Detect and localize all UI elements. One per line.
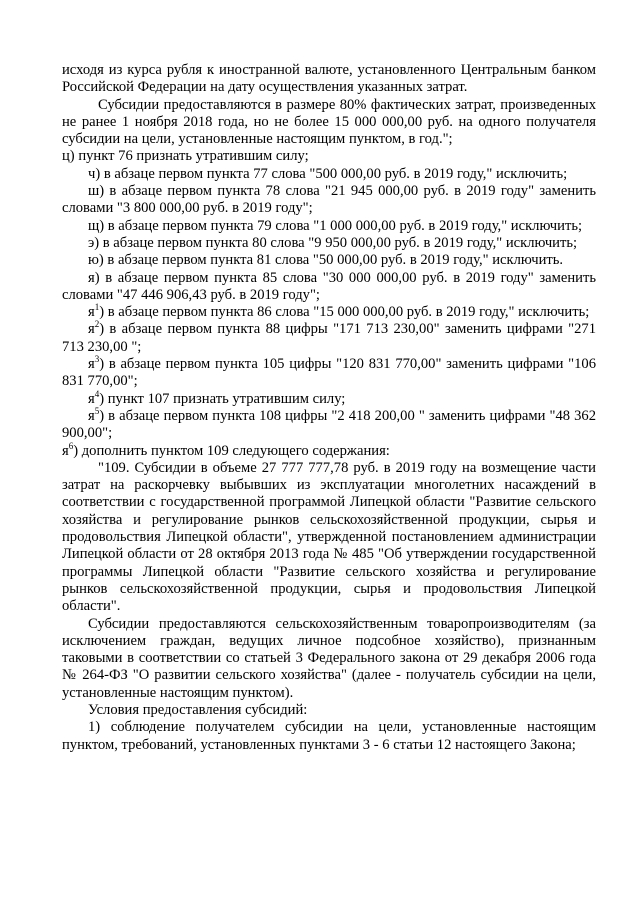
paragraph-recipients: Субсидии предоставляются сельскохозяйственным товаропроизводителям (за исключением граждан, ведущих личное подсобное хозяйство), признанным таковыми в соответствии со статьей 3 Федерального закона от 29 декабря 2006 года № 264-ФЗ "О развитии сельского хозяйства" (далее - получатель субсидии на цели, установленные настоящим пунктом). [62, 615, 596, 701]
item-yu: ю) в абзаце первом пункта 81 слова "50 000,00 руб. в 2019 году," исключить. [88, 252, 564, 269]
item-ch: ч) в абзаце первом пункта 77 слова "500 000,00 руб. в 2019 году," исключить; [88, 165, 568, 182]
item-ya: я) в абзаце первом пункта 85 слова "30 000 000,00 руб. в 2019 году" заменить словами "47 446 906,43 руб. в 2019 году"; [62, 269, 596, 303]
document-page [62, 62, 596, 754]
item-superscript: 6 [68, 440, 74, 451]
item-text: ) пункт 107 признать утратившим силу; [99, 390, 346, 407]
item-text: ) в абзаце первом пункта 88 цифры "171 713 230,00" заменить цифрами "271 713 230,00 "; [62, 321, 596, 355]
item-letter: я [88, 321, 95, 338]
item-letter: я [88, 407, 95, 424]
item-text: ) дополнить пунктом 109 следующего содержания: [73, 442, 390, 459]
item-ya2 [62, 321, 596, 356]
item-letter: я [88, 390, 95, 407]
item-superscript: 4 [94, 388, 100, 399]
item-ya5 [62, 408, 596, 443]
paragraph-subsidy-amount: Субсидии предоставляются в размере 80% фактических затрат, произведенных не ранее 1 ноября 2018 года, но не более 15 000 000,00 руб. на одного получателя субсидии на цели, установленные настоящим пунктом, в год."; [62, 96, 596, 148]
item-sh: ш) в абзаце первом пункта 78 слова "21 945 000,00 руб. в 2019 году" заменить словами "3 800 000,00 руб. в 2019 году"; [62, 183, 596, 217]
paragraph-exchange-rate: исходя из курса рубля к иностранной валюте, установленного Центральным банком Российской Федерации на дату осуществления указанных затрат. [62, 62, 596, 96]
item-e: э) в абзаце первом пункта 80 слова "9 950 000,00 руб. в 2019 году," исключить; [88, 234, 578, 251]
item-letter: я [88, 356, 95, 373]
item-letter: я [62, 442, 69, 459]
item-ya3 [62, 356, 596, 391]
item-text: ) в абзаце первом пункта 86 слова "15 000 000,00 руб. в 2019 году," исключить; [99, 304, 590, 321]
item-ya6 [62, 440, 596, 460]
paragraph-conditions-heading: Условия предоставления субсидий: [88, 701, 308, 718]
paragraph-condition-1: 1) соблюдение получателем субсидии на цели, установленные настоящим пунктом, требований, установленных пунктами 3 - 6 статьи 12 настоящего Закона; [62, 719, 596, 753]
item-text: ) в абзаце первом пункта 105 цифры "120 831 770,00" заменить цифрами "106 831 770,00"; [62, 356, 596, 390]
item-superscript: 5 [94, 406, 100, 417]
paragraph-point-109: "109. Субсидии в объеме 27 777 777,78 руб. в 2019 году на возмещение части затрат на раскорчевку выбывших из эксплуатации многолетних насаждений в соответствии с государственной программой Липецкой области "Развитие сельского хозяйства и регулирование рынков сельскохозяйственной продукции, сырья и продовольствия Липецкой области", утвержденной постановлением администрации Липецкой области от 28 октября 2013 года № 485 "Об утверждении государственной программы Липецкой области "Развитие сельского хозяйства и регулирование рынков сельскохозяйственной продукции, сырья и продовольствия Липецкой области". [62, 459, 596, 615]
item-superscript: 2 [94, 319, 100, 330]
item-superscript: 3 [94, 354, 100, 365]
item-ya4 [62, 388, 596, 408]
item-shch: щ) в абзаце первом пункта 79 слова "1 000 000,00 руб. в 2019 году," исключить; [88, 217, 583, 234]
item-superscript: 1 [94, 302, 100, 313]
item-letter: я [88, 304, 95, 321]
item-ts: ц) пункт 76 признать утратившим силу; [62, 148, 309, 165]
item-text: ) в абзаце первом пункта 108 цифры "2 418 200,00 " заменить цифрами "48 362 900,00"; [62, 407, 596, 442]
item-ya1 [62, 304, 596, 321]
